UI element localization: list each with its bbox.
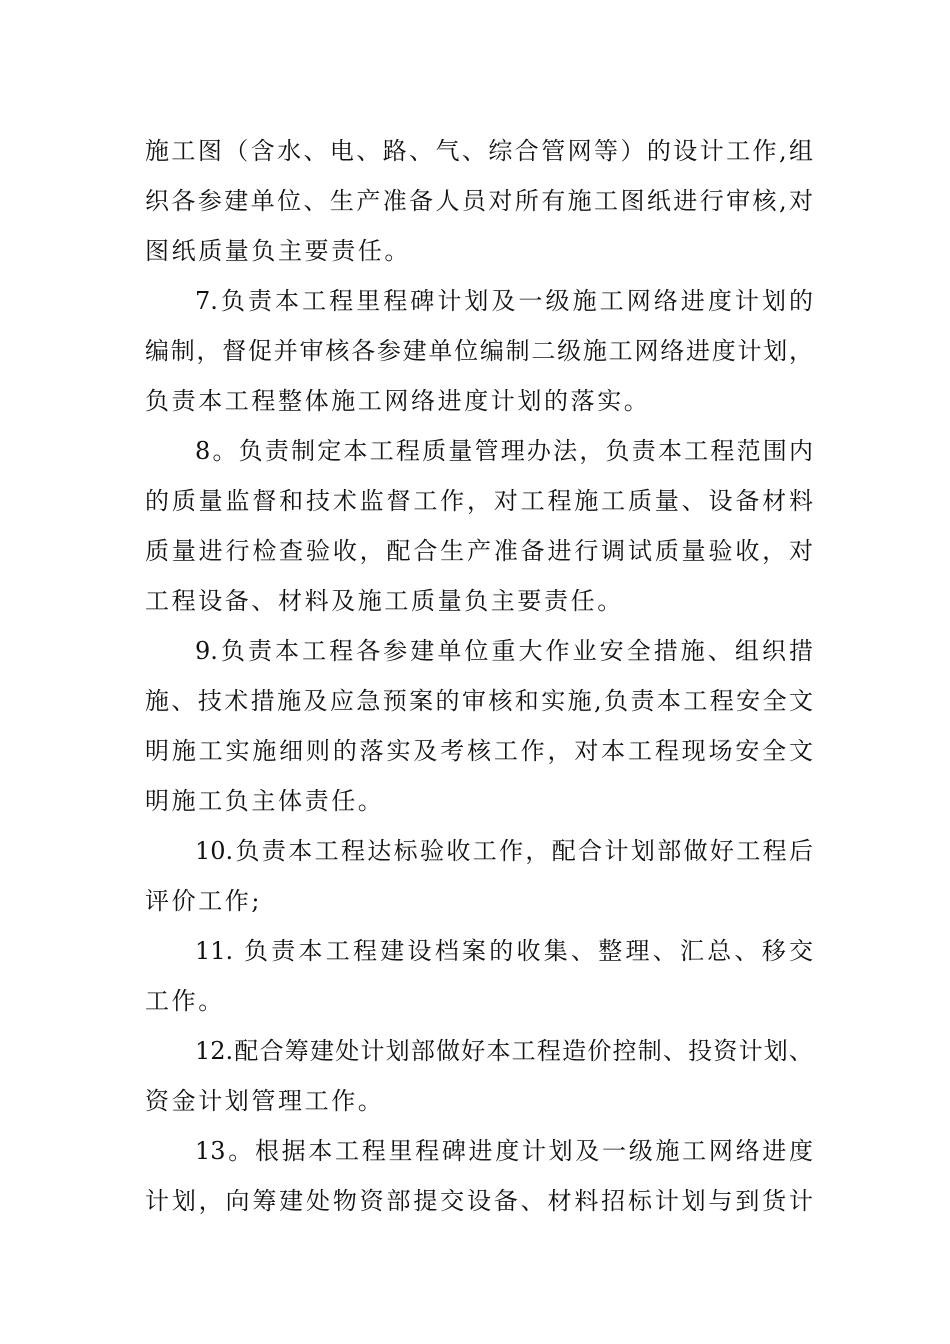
text-line: 施工图（含水、电、路、气、综合管网等）的设计工作,组: [145, 137, 813, 165]
text-line: 计划，向筹建处物资部提交设备、材料招标计划与到货计: [145, 1187, 813, 1215]
text-line: 工程设备、材料及施工质量负主要责任。: [145, 587, 624, 615]
text-line: 明施工实施细则的落实及考核工作，对本工程现场安全文: [145, 737, 813, 765]
text-line: 工作。: [145, 987, 225, 1015]
text-line: 资金计划管理工作。: [145, 1087, 385, 1115]
text-line: 13。根据本工程里程碑进度计划及一级施工网络进度: [195, 1137, 813, 1165]
text-line: 施、技术措施及应急预案的审核和实施,负责本工程安全文: [145, 687, 813, 715]
text-line: 织各参建单位、生产准备人员对所有施工图纸进行审核,对: [145, 187, 813, 215]
text-line: 的质量监督和技术监督工作，对工程施工质量、设备材料: [145, 487, 813, 515]
text-line: 编制，督促并审核各参建单位编制二级施工网络进度计划，: [145, 337, 813, 365]
text-line: 图纸质量负主要责任。: [145, 237, 411, 265]
text-line: 7.负责本工程里程碑计划及一级施工网络进度计划的: [195, 287, 813, 315]
text-line: 11. 负责本工程建设档案的收集、整理、汇总、移交: [195, 937, 813, 965]
text-line: 明施工负主体责任。: [145, 787, 385, 815]
text-line: 9.负责本工程各参建单位重大作业安全措施、组织措: [195, 637, 813, 665]
text-line: 负责本工程整体施工网络进度计划的落实。: [145, 387, 651, 415]
text-line: 质量进行检查验收，配合生产准备进行调试质量验收，对: [145, 537, 813, 565]
text-line: 评价工作;: [145, 887, 263, 915]
text-line: 10.负责本工程达标验收工作，配合计划部做好工程后: [195, 837, 813, 865]
text-line: 12.配合筹建处计划部做好本工程造价控制、投资计划、: [195, 1037, 813, 1065]
text-line: 8。负责制定本工程质量管理办法，负责本工程范围内: [195, 437, 813, 465]
